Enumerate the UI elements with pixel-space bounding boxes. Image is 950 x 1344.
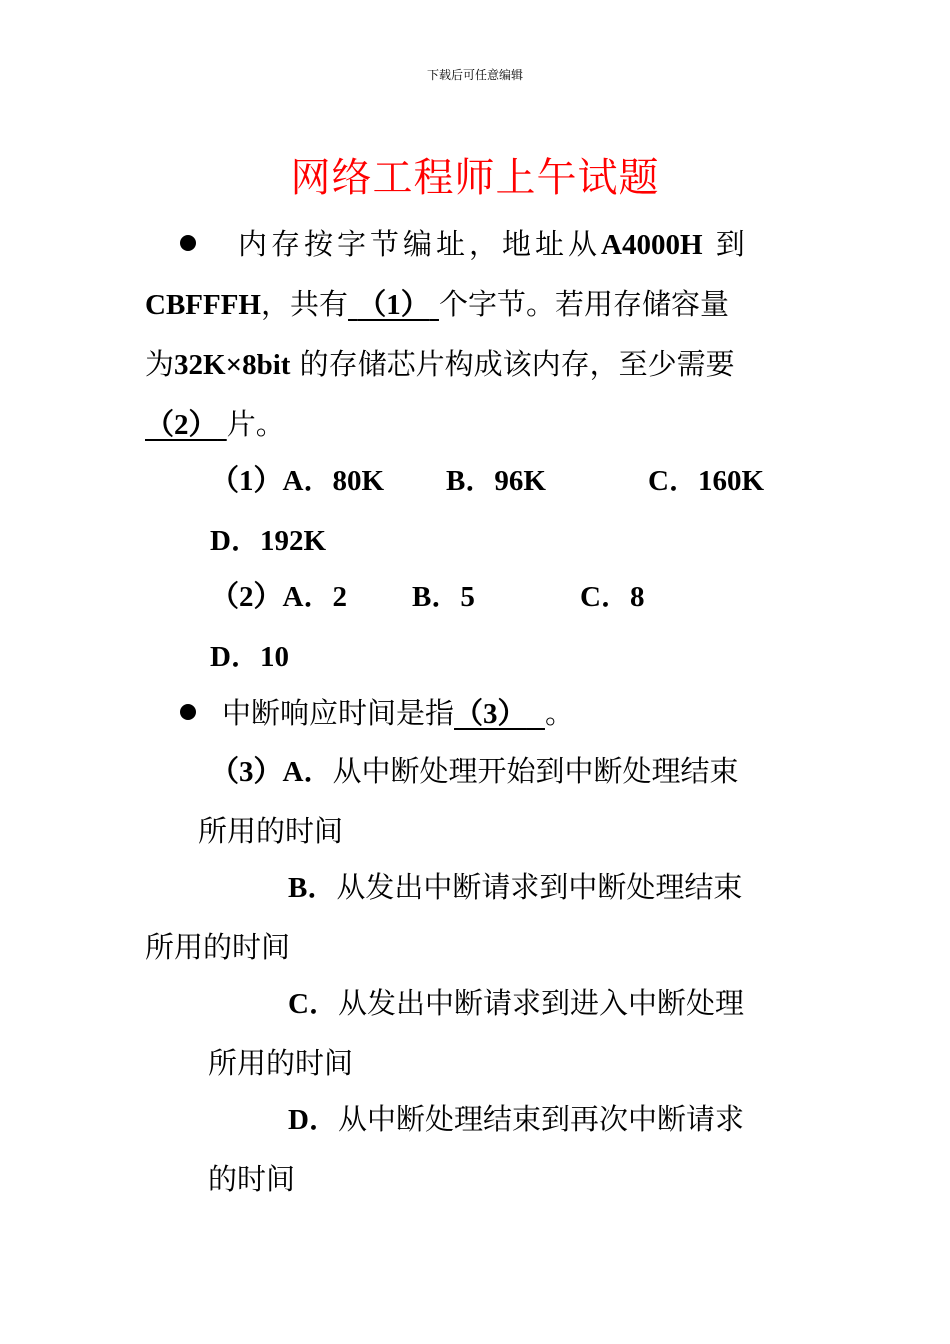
q1-opts1-prefix: （1）A．80K [210, 465, 385, 497]
option-3c: C．从发出中断请求到进入中断处理 [288, 986, 744, 1020]
option-3c-cont: 所用的时间 [208, 1046, 354, 1080]
q1-line-4 [145, 404, 285, 444]
option-2a: A．2 [282, 581, 347, 613]
q1-text: 内存按字节编址，地址从 [238, 227, 602, 261]
q1-text: 为 [145, 347, 175, 381]
option-1d: D．192K [210, 525, 327, 557]
q1-text: 的存储芯片构成该内存，至少需要 [299, 347, 735, 381]
option-3b: B．从发出中断请求到中断处理结束 [288, 870, 743, 904]
option-3a: （3）A．从中断处理开始到中断处理结束 [210, 754, 739, 788]
option-3d: D．从中断处理结束到再次中断请求 [288, 1102, 744, 1136]
q1-text: ，共有 [261, 287, 349, 321]
option-1a: A．80K [282, 465, 385, 497]
option-3a-cont: 所用的时间 [198, 814, 344, 848]
q1-text: 片。 [226, 407, 285, 441]
bullet-icon [180, 704, 196, 720]
option-3d-cont: 的时间 [208, 1162, 296, 1196]
q2-stem: 中断响应时间是指 [222, 696, 455, 730]
option-2b: B．5 [412, 581, 475, 613]
blank-3: （3） [454, 698, 527, 730]
option-3b-cont: 所用的时间 [145, 930, 291, 964]
page-header: 下载后可任意编辑 [426, 68, 523, 82]
blank-2: （2） [145, 409, 218, 441]
q1-chip-spec: 32K×8bit [174, 349, 291, 381]
q1-line-3 [145, 344, 735, 384]
option-1b: B．96K [446, 465, 546, 497]
q2-line-1 [180, 693, 574, 733]
option-1c: C．160K [648, 465, 765, 497]
q1-text: 个字节。若用存储容量 [438, 287, 729, 321]
q1-line-2 [145, 284, 729, 324]
q1-text: 到 [715, 227, 749, 261]
q2-stem-end: 。 [544, 696, 574, 730]
page-title: 网络工程师上午试题 [290, 155, 660, 201]
q1-address-start: A4000H [601, 229, 703, 261]
q1-address-end: CBFFFH [145, 289, 261, 321]
option-2c: C．8 [580, 581, 645, 613]
q1-opts2-prefix: （2）A．2 [210, 581, 347, 613]
option-2d: D．10 [210, 641, 289, 673]
blank-1: （1） [357, 289, 430, 321]
bullet-icon [180, 235, 196, 251]
q1-line-1 [180, 224, 749, 264]
